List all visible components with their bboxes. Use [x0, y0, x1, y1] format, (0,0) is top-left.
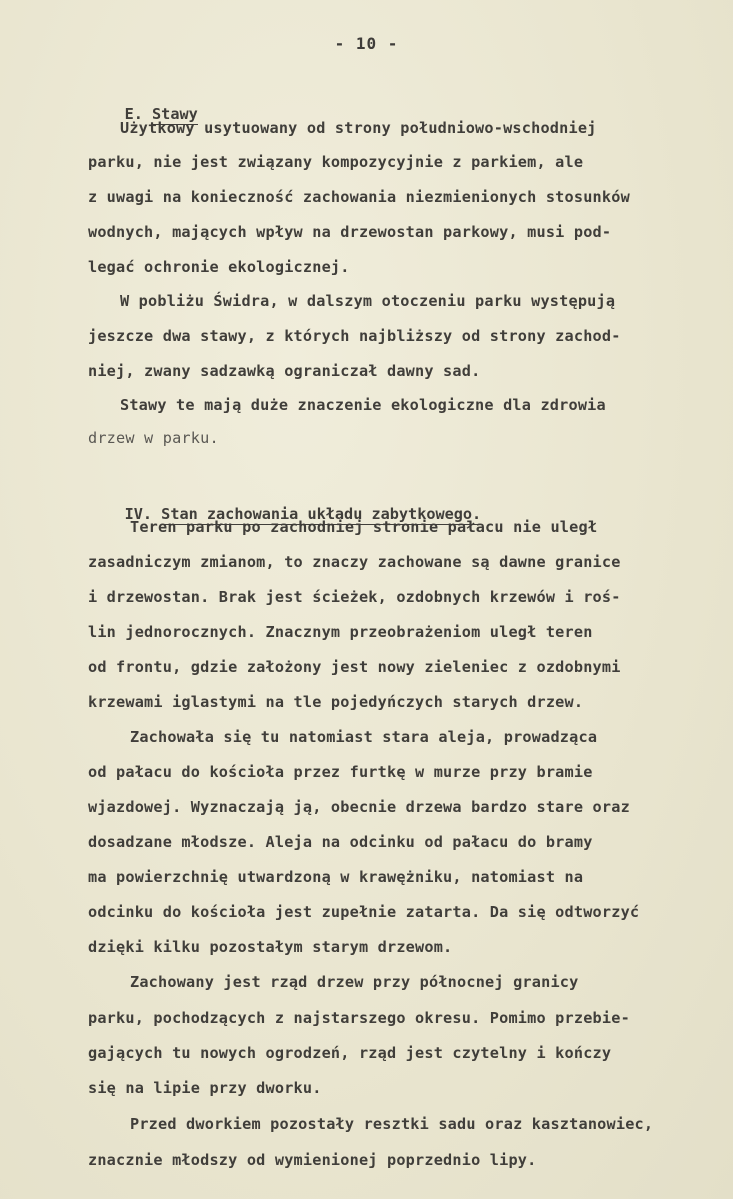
text-line: z uwagi na konieczność zachowania niezmienionych stosunków [88, 188, 630, 206]
text-line: parku, pochodzących z najstarszego okresu. Pomimo przebie- [88, 1009, 630, 1027]
text-line: Przed dworkiem pozostały resztki sadu oraz kasztanowiec, [130, 1115, 654, 1133]
text-line: od frontu, gdzie założony jest nowy zieleniec z ozdobnymi [88, 658, 621, 676]
section-iv-marker: IV. [124, 505, 153, 523]
text-line: drzew w parku. [88, 429, 219, 447]
text-line: Użytkowy usytuowany od strony południowo-wschodniej [120, 119, 597, 137]
text-line: jeszcze dwa stawy, z których najbliższy od strony zachod- [88, 327, 621, 345]
text-line: wodnych, mających wpływ na drzewostan parkowy, musi pod- [88, 223, 612, 241]
section-e-title: Stawy [152, 105, 198, 123]
section-e-marker: E. [124, 105, 143, 123]
text-line: i drzewostan. Brak jest ścieżek, ozdobnych krzewów i roś- [88, 588, 621, 606]
text-line: od pałacu do kościoła przez furtkę w murze przy bramie [88, 763, 593, 781]
text-line: legać ochronie ekologicznej. [88, 258, 350, 276]
text-line: Stawy te mają duże znaczenie ekologiczne dla zdrowia [120, 396, 606, 414]
text-line: W pobliżu Świdra, w dalszym otoczeniu parku występują [120, 292, 616, 310]
text-line: Zachowany jest rząd drzew przy północnej granicy [130, 973, 579, 991]
text-line: dosadzane młodsze. Aleja na odcinku od pałacu do bramy [88, 833, 593, 851]
text-line: się na lipie przy dworku. [88, 1079, 322, 1097]
text-line: ma powierzchnię utwardzoną w krawężniku, natomiast na [88, 868, 584, 886]
text-line: krzewami iglastymi na tle pojedyńczych starych drzew. [88, 693, 584, 711]
text-line: dzięki kilku pozostałym starym drzewom. [88, 938, 453, 956]
text-line: Teren parku po zachodniej stronie pałacu nie uległ [130, 518, 598, 536]
section-iv-title: Stan zachowania układu zabytkowego. [161, 505, 482, 523]
text-line: odcinku do kościoła jest zupełnie zatarta. Da się odtworzyć [88, 903, 640, 921]
text-line: niej, zwany sadzawką ograniczał dawny sad. [88, 362, 481, 380]
text-line: gających tu nowych ogrodzeń, rząd jest czytelny i kończy [88, 1044, 612, 1062]
text-line: zasadniczym zmianom, to znaczy zachowane są dawne granice [88, 553, 621, 571]
page-number: - 10 - [334, 34, 399, 53]
text-line: lin jednorocznych. Znacznym przeobrażeniom uległ teren [88, 623, 593, 641]
text-line: Zachowała się tu natomiast stara aleja, prowadząca [130, 728, 598, 746]
text-line: znacznie młodszy od wymienionej poprzednio lipy. [88, 1151, 537, 1169]
text-line: wjazdowej. Wyznaczają ją, obecnie drzewa bardzo stare oraz [88, 798, 630, 816]
text-line: parku, nie jest związany kompozycyjnie z parkiem, ale [88, 153, 584, 171]
